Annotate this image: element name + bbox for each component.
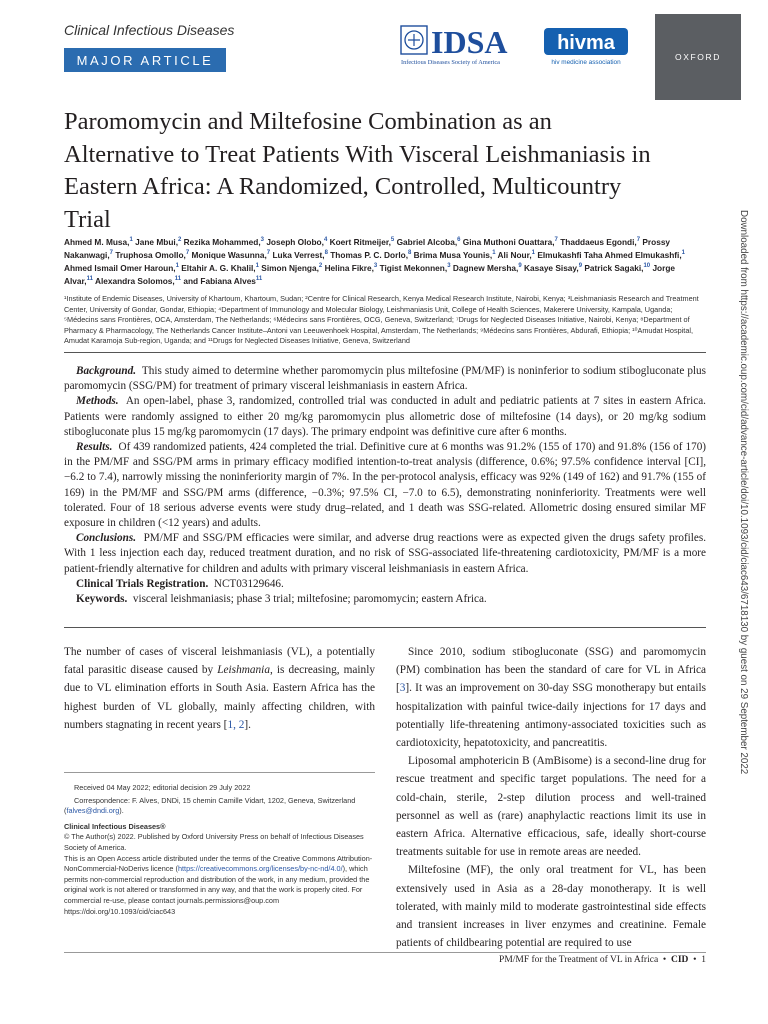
download-watermark-text: Downloaded from https://academic.oup.com/cid/advance-article/doi/10.1093/cid/ciac643/6718130 by guest on 29 September 2022 xyxy=(738,210,749,775)
abstract-methods: An open-label, phase 3, randomized, controlled trial was conducted in adult and pediatric patients at 7 sites in eastern Africa. Patients were randomly assigned to either 20 mg/kg paromomycin plus allometric dose of miltefosine (14 days), or 20 mg/kg sodium stibogluconate plus 15 mg/kg paromomycin (17 days). The primary endpoint was definitive cure after 6 months. xyxy=(64,395,706,438)
abstract-bottom-rule xyxy=(64,627,706,628)
author-list xyxy=(64,236,700,288)
author-name: Helina Fikre,$^3$ xyxy=(324,263,378,273)
journal-trademark: Clinical Infectious Diseases® xyxy=(64,821,166,831)
author-affiliation-ref: 7 xyxy=(185,250,190,257)
hivma-logo xyxy=(542,27,632,69)
author-name: Truphosa Omollo,$^7$ xyxy=(115,250,190,260)
body-column-right xyxy=(396,643,706,952)
author-affiliation-ref: 1 xyxy=(255,263,259,270)
doi-link[interactable]: https://doi.org/10.1093/cid/ciac643 xyxy=(64,906,176,916)
author-name: and Fabiana Alves$^{11}$ xyxy=(183,276,263,286)
idsa-logo-text: IDSA xyxy=(431,24,508,60)
abstract-conclusions: PM/MF and SSG/PM efficacies were similar, and adverse drug reactions were as expected given the drugs safety profiles. With 1 less injection each day, reduced treatment duration, and no risk of SSG-associated life-threatening cardiotoxicity, PM/MF is a more patient-friendly alternative for children and adults with primary visceral leishmaniasis in eastern Africa. xyxy=(64,532,707,575)
author-affiliation-ref: 7 xyxy=(554,237,558,244)
author-affiliation-ref: 1 xyxy=(492,250,496,257)
author-name: Ahmed Ismail Omer Haroun,$^1$ xyxy=(64,263,179,273)
author-affiliation-ref: 11 xyxy=(86,276,93,283)
author-affiliation-ref: 9 xyxy=(578,263,583,270)
abstract-conclusions-label: Conclusions. xyxy=(76,532,137,545)
author-affiliation-ref: 2 xyxy=(178,237,182,244)
author-name: Jorge Alvar,$^{11}$ xyxy=(64,263,676,286)
idsa-logo xyxy=(399,22,535,68)
author-name: Koert Ritmeijer,$^5$ xyxy=(329,237,395,247)
author-name: Luka Verrest,$^8$ xyxy=(272,250,328,260)
author-affiliation-ref: 8 xyxy=(324,250,328,257)
author-name: Thaddaeus Egondi,$^7$ xyxy=(560,237,641,247)
author-affiliation-ref: 9 xyxy=(518,263,522,270)
author-affiliation-ref: 3 xyxy=(260,237,264,244)
author-name: Ahmed M. Musa,$^1$ xyxy=(64,237,133,247)
license-link[interactable]: https://creativecommons.org/licenses/by-nc-nd/4.0/ xyxy=(177,864,343,874)
received-dates: Received 04 May 2022; editorial decision 29 July 2022 xyxy=(74,783,251,792)
abstract-background-label: Background. xyxy=(76,365,136,377)
abstract-methods-label: Methods. xyxy=(76,395,119,408)
author-name: Monique Wasunna,$^7$ xyxy=(191,250,271,260)
citation-link[interactable]: 3 xyxy=(399,682,406,695)
author-name: Gina Muthoni Ouattara,$^7$ xyxy=(462,237,558,247)
author-name: Patrick Sagaki,$^{10}$ xyxy=(584,263,651,273)
author-affiliation-ref: 7 xyxy=(109,250,113,257)
author-affiliation-ref: 10 xyxy=(643,263,651,270)
correspondence-email[interactable]: falves@dndi.org xyxy=(66,806,120,816)
abstract-trial-id[interactable]: NCT03129646. xyxy=(213,577,284,590)
abstract-results: Of 439 randomized patients, 424 completed the trial. Definitive cure at 6 months was 91.2% (155 of 170) and 91.8% (156 of 170) in the PM/MF and SSG/PM arms in primary efficacy modified intention-to-treat analysis (difference, 0.6%; 97.5% confidence interval [CI], −6.2 to 7.4), narrowly missing the noninferiority margin of 7%. In the per-protocol analysis, efficacy was 92% (149 of 162) and 91.7% (155 of 169) in the PM/MF and SSG/PM arms (difference, −0.3%; 97.5% CI, −7.0 to 6.5), demonstrating noninferiority. Treatments were well tolerated. Four of 18 serious adverse events were study drug–related, and 1 death was SSG-related. Allometric dosing ensured similar MF exposure in children (<12 years) and adults. xyxy=(64,441,707,530)
author-name: Eltahir A. G. Khalil,$^1$ xyxy=(181,263,259,273)
running-title: PM/MF for the Treatment of VL in Africa xyxy=(499,955,659,965)
oxford-logo: OXFORD xyxy=(655,14,741,100)
author-affiliation-ref: 7 xyxy=(266,250,271,257)
author-affiliation-ref: 11 xyxy=(255,276,263,283)
author-name: Elmukashfi Taha Ahmed Elmukashfi,$^1$ xyxy=(537,250,685,260)
author-name: Prossy Nakanwagi,$^7$ xyxy=(64,237,671,260)
copyright: © The Author(s) 2022. Published by Oxford University Press on behalf of Infectious Diseases Society of America. xyxy=(64,832,364,852)
author-affiliation-ref: 3 xyxy=(373,263,378,270)
body-column-left xyxy=(64,643,375,734)
body-paragraph: Since 2010, sodium stibogluconate (SSG) and paromomycin (PM) combination has been the standard of care for VL in Africa [3]. It was an improvement on 30-day SSG monotherapy but entails hospitalization with painful twice-daily injections for 17 days and potentially life-threatening antimony-associated toxicities such as cardiotoxicity, hepatotoxicity, and pancreatitis. xyxy=(396,646,706,750)
page-number: 1 xyxy=(701,955,706,965)
author-name: Ali Nour,$^1$ xyxy=(497,250,536,260)
author-affiliation-ref: 8 xyxy=(408,250,412,257)
author-name: Simon Njenga,$^2$ xyxy=(261,263,323,273)
article-footnotes xyxy=(64,783,375,917)
abstract-top-rule xyxy=(64,352,706,353)
idsa-logo-subtitle: Infectious Diseases Society of America xyxy=(401,59,500,66)
affiliations: ¹Institute of Endemic Diseases, University of Khartoum, Khartoum, Sudan; ²Centre for Clinical Research, Kenya Medical Research Institute, Nairobi, Kenya; ³Leishmaniasis Research and Treatment Center, University of Gondar, Gondar, Ethiopia; ⁴Department of Immunology and Molecular Biology, Leishmaniasis Unit, College of Health Sciences, Makerere University, Kampala, Uganda; ⁵Médecins sans Frontières, OCA, Amsterdam, The Netherlands; ⁶Médecins sans Frontières, OCG, Geneva, Switzerland; ⁷Drugs for Neglected Diseases Initiative, Nairobi, Kenya; ⁸Department of Pharmacy & Pharmacology, The Netherlands Cancer Institute–Antoni van Leeuwenhoek Hospital, Amsterdam, The Netherlands; ⁹Médecins sans Frontières, Abdurafi, Ethiopia; ¹⁰Amudat Hospital, Amudat Karamoja Sub-region, Uganda; and ¹¹Drugs for Neglected Diseases Initiative, Geneva, Switzerland xyxy=(64,294,699,345)
abstract-results-label: Results. xyxy=(76,441,113,454)
abstract-background: This study aimed to determine whether paromomycin plus miltefosine (PM/MF) is noninferior to sodium stibogluconate plus paromomycin (SSG/PM) for treatment of primary visceral leishmaniasis in eastern Africa. xyxy=(64,365,706,393)
citation-link[interactable]: 1, 2 xyxy=(227,718,245,731)
journal-abbr: CID xyxy=(671,955,689,965)
article-title: Paromomycin and Miltefosine Combination as an Alternative to Treat Patients With Visceral Leishmaniasis in Eastern Africa: A Randomized, Controlled, Multicountry Trial xyxy=(64,108,651,233)
author-affiliation-ref: 1 xyxy=(681,250,685,257)
author-affiliation-ref: 2 xyxy=(318,263,323,270)
body-paragraph: Miltefosine (MF), the only oral treatment for VL, has been extensively used in Asia as a 28-day monotherapy. It is well tolerated, with mainly mild to moderate gastrointestinal side effects and transient increases in liver enzymes and creatinine. Female patients of childbearing potential are required to use xyxy=(396,864,706,950)
hivma-logo-subtitle: hiv medicine association xyxy=(551,59,621,66)
author-name: Jane Mbui,$^2$ xyxy=(135,237,182,247)
author-name: Rezika Mohammed,$^3$ xyxy=(183,237,264,247)
author-affiliation-ref: 1 xyxy=(531,250,536,257)
author-name: Brima Musa Younis,$^1$ xyxy=(413,250,496,260)
author-affiliation-ref: 1 xyxy=(175,263,179,270)
abstract xyxy=(64,364,706,607)
body-paragraph: Liposomal amphotericin B (AmBisome) is a second-line drug for rescue treatment and specific target populations. The need for a cold-chain, sterile, 2-step dilution process and well-trained personnel as well as (rare) anaphylactic reactions limit its use in eastern Africa. Alternative efficacious, safe, ideally short-course treatments suitable for use in remote areas are needed. xyxy=(396,755,706,859)
author-name: Kasaye Sisay,$^9$ xyxy=(523,263,583,273)
hivma-logo-text: hivma xyxy=(557,32,615,54)
footer-rule xyxy=(64,952,706,953)
author-affiliation-ref: 5 xyxy=(390,237,395,244)
author-affiliation-ref: 4 xyxy=(323,237,328,244)
author-name: Alexandra Solomos,$^{11}$ xyxy=(94,276,182,286)
author-name: Joseph Olobo,$^4$ xyxy=(266,237,328,247)
author-name: Gabriel Alcoba,$^6$ xyxy=(396,237,461,247)
page-footer: PM/MF for the Treatment of VL in Africa • CID • 1 xyxy=(499,955,706,965)
author-affiliation-ref: 7 xyxy=(636,237,641,244)
abstract-keywords: visceral leishmaniasis; phase 3 trial; miltefosine; paromomycin; eastern Africa. xyxy=(132,593,487,606)
body-paragraph: The number of cases of visceral leishmaniasis (VL), a potentially fatal parasitic disease caused by Leishmania, is decreasing, mainly due to VL elimination efforts in South Asia. Eastern Africa has the highest burden of VL globally, mainly affecting children, with numbers stagnating in recent years [1, 2]. xyxy=(64,646,375,731)
author-affiliation-ref: 11 xyxy=(174,276,182,283)
journal-name: Clinical Infectious Diseases xyxy=(64,22,235,38)
abstract-keywords-label: Keywords. xyxy=(76,593,128,606)
license: This is an Open Access article distributed under the terms of the Creative Commons Attribution-NonCommercial-NoDerivs licence (https://creativecommons.org/licenses/by-nc-nd/4.0/), which permits non-commercial reproduction and distribution of the work, in any medium, provided the original work is not altered or transformed in any way, and that the work is properly cited. For commercial re-use, please contact journals.permissions@oup.com xyxy=(64,853,373,905)
author-name: Thomas P. C. Dorlo,$^8$ xyxy=(330,250,412,260)
author-affiliation-ref: 3 xyxy=(447,263,451,270)
author-name: Dagnew Mersha,$^9$ xyxy=(452,263,522,273)
download-watermark xyxy=(737,210,753,830)
author-affiliation-ref: 1 xyxy=(129,237,133,244)
footnote-rule xyxy=(64,772,375,773)
article-type-badge: MAJOR ARTICLE xyxy=(64,48,226,72)
correspondence: Correspondence: F. Alves, DNDi, 15 chemin Camille Vidart, 1202, Geneva, Switzerland (falves@dndi.org). xyxy=(64,795,356,816)
abstract-trial-label: Clinical Trials Registration. xyxy=(76,577,209,590)
author-name: Tigist Mekonnen,$^3$ xyxy=(379,263,451,273)
author-affiliation-ref: 6 xyxy=(457,237,461,244)
